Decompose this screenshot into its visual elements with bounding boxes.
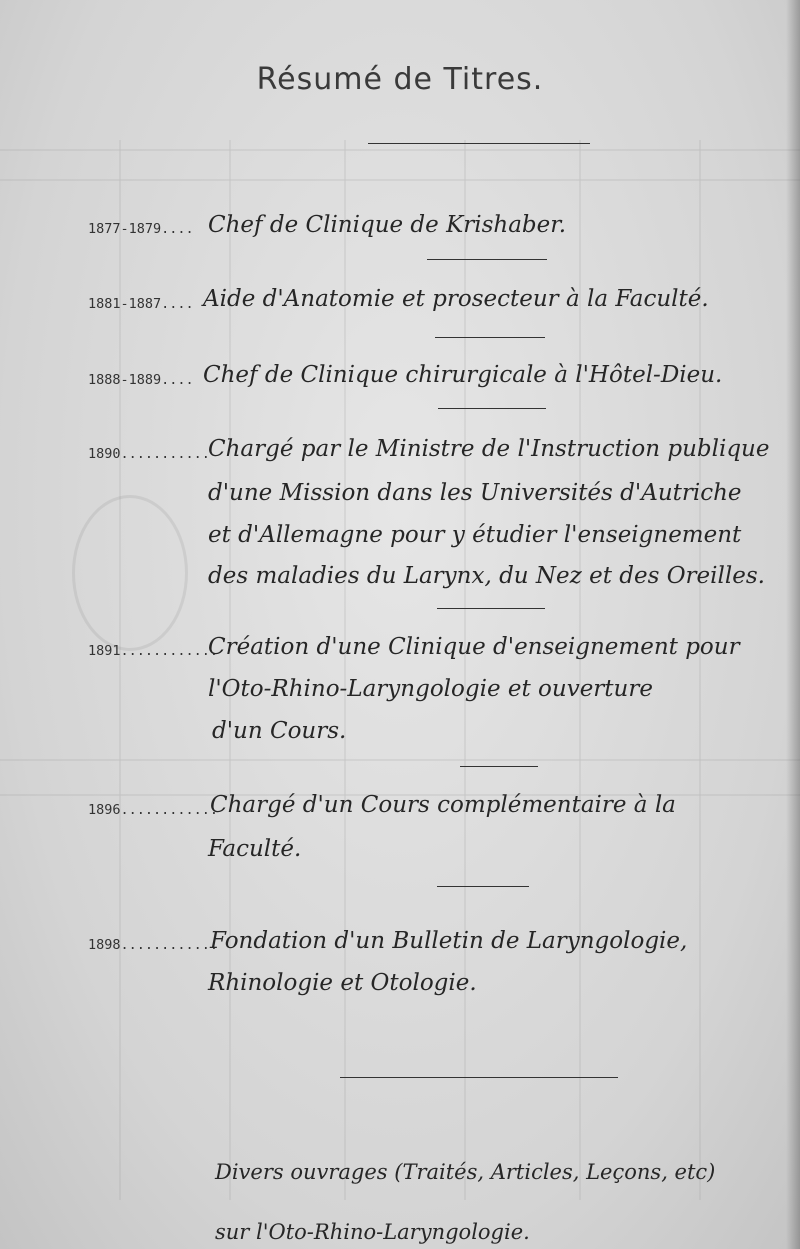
entry-text: Chargé d'un Cours complémentaire à la [210, 792, 676, 818]
page-edge-shadow [786, 0, 800, 1249]
entry-year: 1891............ [88, 643, 219, 659]
faded-stamp [72, 495, 188, 651]
entry-divider [437, 608, 545, 609]
entry-year: 1896............ [88, 802, 219, 818]
entry-year: 1881-1887.... [88, 296, 194, 312]
entry-divider [340, 1077, 618, 1078]
entry-text: et d'Allemagne pour y étudier l'enseignement [208, 522, 742, 548]
entry-year: 1877-1879.... [88, 221, 194, 237]
entry-text: Chef de Clinique chirurgicale à l'Hôtel-Dieu. [203, 362, 723, 388]
page-title: Résumé de Titres. [256, 62, 544, 97]
entry-divider [460, 766, 538, 767]
entry-text: Faculté. [208, 836, 302, 862]
entry-text: Chef de Clinique de Krishaber. [208, 212, 567, 238]
footer-text: Divers ouvrages (Traités, Articles, Leçons, etc) [215, 1160, 716, 1184]
footer-text: sur l'Oto-Rhino-Laryngologie. [215, 1220, 530, 1244]
entry-year: 1888-1889.... [88, 372, 194, 388]
entry-text: des maladies du Larynx, du Nez et des Oreilles. [208, 563, 765, 589]
entry-text: Fondation d'un Bulletin de Laryngologie, [210, 928, 688, 954]
entry-divider [438, 408, 546, 409]
entry-text: d'un Cours. [212, 718, 347, 744]
entry-divider [437, 886, 529, 887]
entry-divider [435, 337, 545, 338]
entry-year: 1898............ [88, 937, 219, 953]
entry-text: Création d'une Clinique d'enseignement pour [208, 634, 740, 660]
entry-text: d'une Mission dans les Universités d'Autriche [208, 480, 742, 506]
entry-divider [427, 259, 547, 260]
entry-text: l'Oto-Rhino-Laryngologie et ouverture [208, 676, 653, 702]
title-divider [368, 143, 590, 144]
entry-text: Chargé par le Ministre de l'Instruction publique [208, 436, 770, 462]
entry-year: 1890........... [88, 446, 210, 462]
entry-text: Rhinologie et Otologie. [208, 970, 477, 996]
entry-text: Aide d'Anatomie et prosecteur à la Faculté. [203, 286, 709, 312]
